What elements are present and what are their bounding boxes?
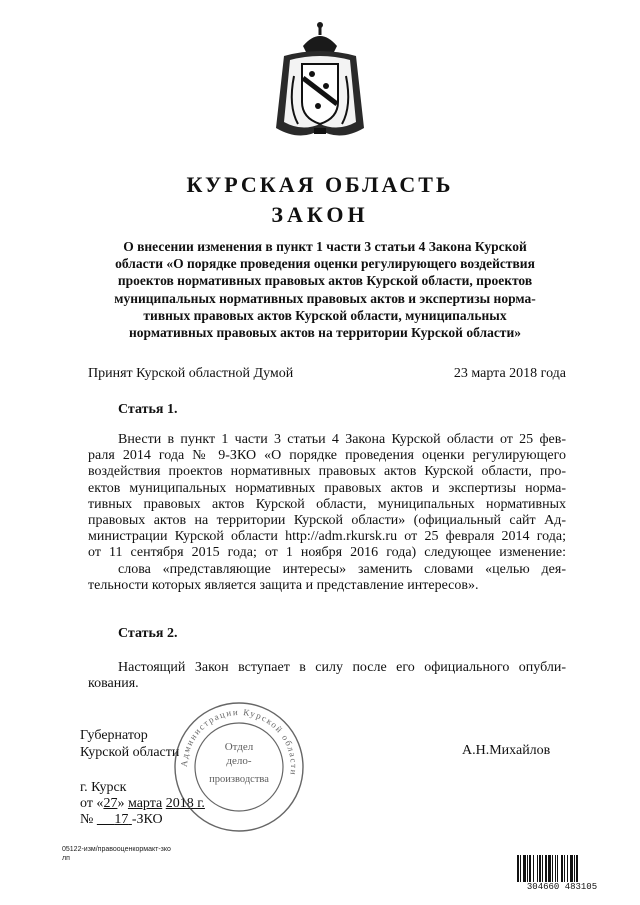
barcode-bar <box>542 855 543 883</box>
text-line: от 11 сентября 2015 года; от 1 ноября 2016 года) следующее изменение: <box>88 545 566 561</box>
text-line: тивных правовых актов Курской области, муниципальных нормативных <box>88 496 566 512</box>
barcode-bar <box>567 855 568 883</box>
date-month: марта <box>127 796 163 811</box>
barcode-bar <box>564 855 565 883</box>
region-title: КУРСКАЯ ОБЛАСТЬ <box>186 172 454 197</box>
text-line: правовых актов на территории Курской области» (официальный сайт Ад- <box>88 513 566 529</box>
barcode-bar <box>576 855 578 883</box>
law-subject <box>88 238 562 341</box>
barcode-bar <box>555 855 556 883</box>
stamp-center-line: производства <box>209 774 269 785</box>
article-1-heading: Статья 1. <box>118 402 178 417</box>
barcode-bar <box>574 855 575 883</box>
barcode-bar <box>548 855 551 883</box>
barcode-bar <box>533 855 534 883</box>
subject-line: нормативных правовых актов на территории Курской области» <box>129 325 521 341</box>
barcode-bar <box>537 855 538 883</box>
article-2-heading: Статья 2. <box>118 626 178 641</box>
date-day: 27 <box>103 796 118 811</box>
barcode-bar <box>517 855 519 883</box>
subject-line: муниципальных нормативных правовых актов и экспертизы норма- <box>114 290 536 306</box>
stamp-center-line: Отдел <box>224 741 254 753</box>
text-line: кования. <box>88 676 139 692</box>
signatory-title-line: Губернатор <box>80 728 148 743</box>
barcode-bar <box>557 855 558 883</box>
date-year: 2018 г. <box>165 796 205 811</box>
file-code-line: лп <box>62 855 70 862</box>
file-code-line: 05122-изм/правооценкормакт-зко <box>62 846 171 853</box>
signatory-name: А.Н.Михайлов <box>462 743 551 758</box>
date-mid: » <box>117 796 125 811</box>
text-line: Внести в пункт 1 части 3 статьи 4 Закона Курской области от 25 фев- <box>118 432 566 447</box>
barcode-bar <box>552 855 553 883</box>
signatory-title <box>80 727 179 761</box>
subject-line: О внесении изменения в пункт 1 части 3 статьи 4 Закона Курской <box>123 239 527 254</box>
barcode-bar <box>527 855 528 883</box>
barcode-bar <box>523 855 526 883</box>
file-code <box>62 845 171 863</box>
text-line: министрации Курской области http://adm.rkursk.ru от 25 февраля 2014 года; <box>88 529 566 545</box>
signatory-title-line: Курской области <box>80 745 180 760</box>
barcode-bar <box>520 855 521 883</box>
barcode-bar <box>570 855 573 883</box>
text-line: воздействия проектов нормативных правовых актов Курской области, про- <box>88 464 566 480</box>
barcode-bar <box>545 855 547 883</box>
adopted-by: Принят Курской областной Думой <box>88 366 294 381</box>
subject-line: области «О порядке проведения оценки регулирующего воздействия <box>115 256 535 272</box>
text-line: раля 2014 года № 9-ЗКО «О порядке проведения оценки регулирующего <box>88 448 566 464</box>
barcode-bar <box>529 855 531 883</box>
date-prefix: от « <box>80 796 104 811</box>
text-line: слова «представляющие интересы» заменить словами «целью дея- <box>118 561 566 577</box>
article-1-text <box>88 432 566 594</box>
city: г. Курск <box>80 780 127 795</box>
stamp-ring-text: Администрации Курской области <box>178 706 300 777</box>
adoption-line <box>88 366 566 382</box>
number-value <box>97 812 132 827</box>
text-line: ектов муниципальных нормативных правовых актов и экспертизы норма- <box>88 480 566 496</box>
subject-line: тивных правовых актов Курской области, муниципальных <box>143 307 507 323</box>
article-2-text <box>88 660 566 692</box>
text-line: Настоящий Закон вступает в силу после его официального опубли- <box>118 660 566 675</box>
barcode-bar <box>539 855 541 883</box>
subject-line: проектов нормативных правовых актов Курской области, проектов <box>117 273 533 289</box>
number-digits: 17 <box>114 812 129 827</box>
barcode-bar <box>561 855 563 883</box>
number-suffix: -ЗКО <box>131 812 163 827</box>
adoption-date: 23 марта 2018 года <box>453 366 566 381</box>
office-stamp-icon <box>170 700 308 834</box>
coat-of-arms-icon <box>270 16 370 148</box>
document-type-title: ЗАКОН <box>271 202 369 227</box>
number-prefix: № <box>80 812 94 827</box>
stamp-center-line: дело- <box>226 755 252 767</box>
barcode-number: 304660 483105 <box>516 882 608 892</box>
text-line: тельности которых является защита и представление интересов». <box>88 577 479 593</box>
